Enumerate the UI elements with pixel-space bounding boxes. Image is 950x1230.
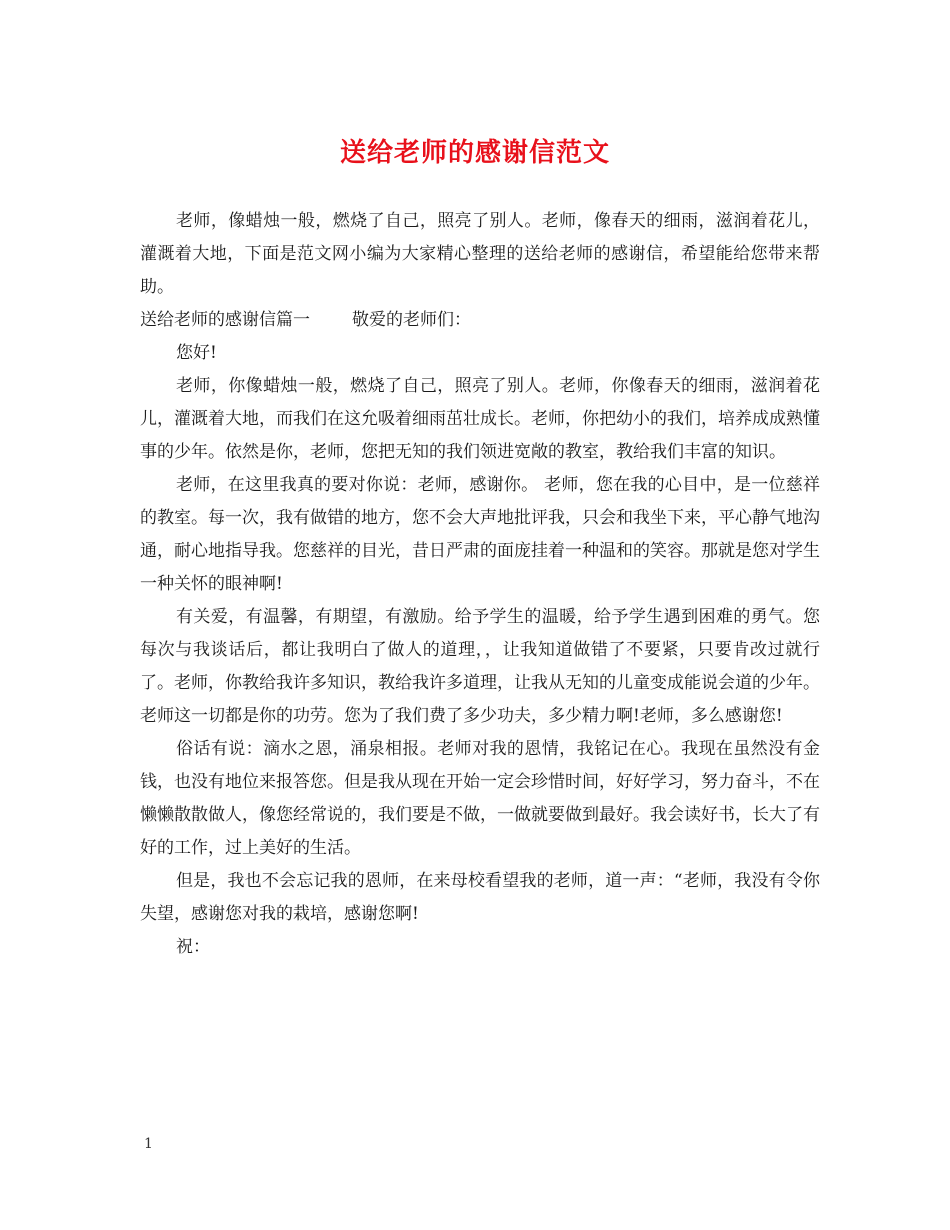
document-title: 送给老师的感谢信范文 (339, 138, 610, 168)
closing: 祝： (176, 937, 210, 957)
body-paragraph: 老师，在这里我真的要对你说：老师，感谢你。 老师，您在我的心目中，是一位慈祥的教室。每一次，我有做错的地方，您不会大声地批评我，只会和我坐下来，平心静气地沟通，耐心地指导我。您慈祥的目光，昔日严肃的面庞挂着一种温和的笑容。那就是您对学生一种关怀的眼神啊! (140, 475, 820, 594)
greeting: 您好! (176, 343, 217, 363)
intro-paragraph: 老师，像蜡烛一般，燃烧了自己，照亮了别人。老师，像春天的细雨，滋润着花儿，灌溉着大地，下面是范文网小编为大家精心整理的送给老师的感谢信，希望能给您带来帮助。 (140, 211, 820, 297)
body-paragraph: 但是，我也不会忘记我的恩师，在来母校看望我的老师，道一声：“老师，我没有令你失望，感谢您对我的栽培，感谢您啊! (140, 871, 820, 924)
document-body (140, 205, 820, 964)
body-paragraph: 老师，你像蜡烛一般，燃烧了自己，照亮了别人。老师，你像春天的细雨，滋润着花儿，灌溉着大地，而我们在这允吸着细雨茁壮成长。老师，你把幼小的我们，培养成成熟懂事的少年。依然是你，老师，您把无知的我们领进宽敞的教室，教给我们丰富的知识。 (140, 376, 820, 462)
body-paragraph: 俗话有说：滴水之恩，涌泉相报。老师对我的恩情，我铭记在心。我现在虽然没有金钱，也没有地位来报答您。但是我从现在开始一定会珍惜时间，好好学习，努力奋斗，不在懒懒散散做人，像您经常说的，我们要是不做，一做就要做到最好。我会读好书，长大了有好的工作，过上美好的生活。 (140, 739, 820, 858)
page-number: 1 (144, 1136, 153, 1152)
body-paragraph: 有关爱，有温馨，有期望，有激励。给予学生的温暖，给予学生遇到困难的勇气。您每次与我谈话后，都让我明白了做人的道理，，让我知道做错了不要紧，只要肯改过就行了。老师，你教给我许多知识，教给我许多道理，让我从无知的儿童变成能说会道的少年。老师这一切都是你的功劳。您为了我们费了多少功夫，多少精力啊!老师，多么感谢您! (140, 607, 820, 726)
section-heading-line (140, 304, 820, 337)
section-heading: 送给老师的感谢信篇一 (140, 310, 310, 330)
salutation: 敬爱的老师们： (352, 310, 471, 330)
